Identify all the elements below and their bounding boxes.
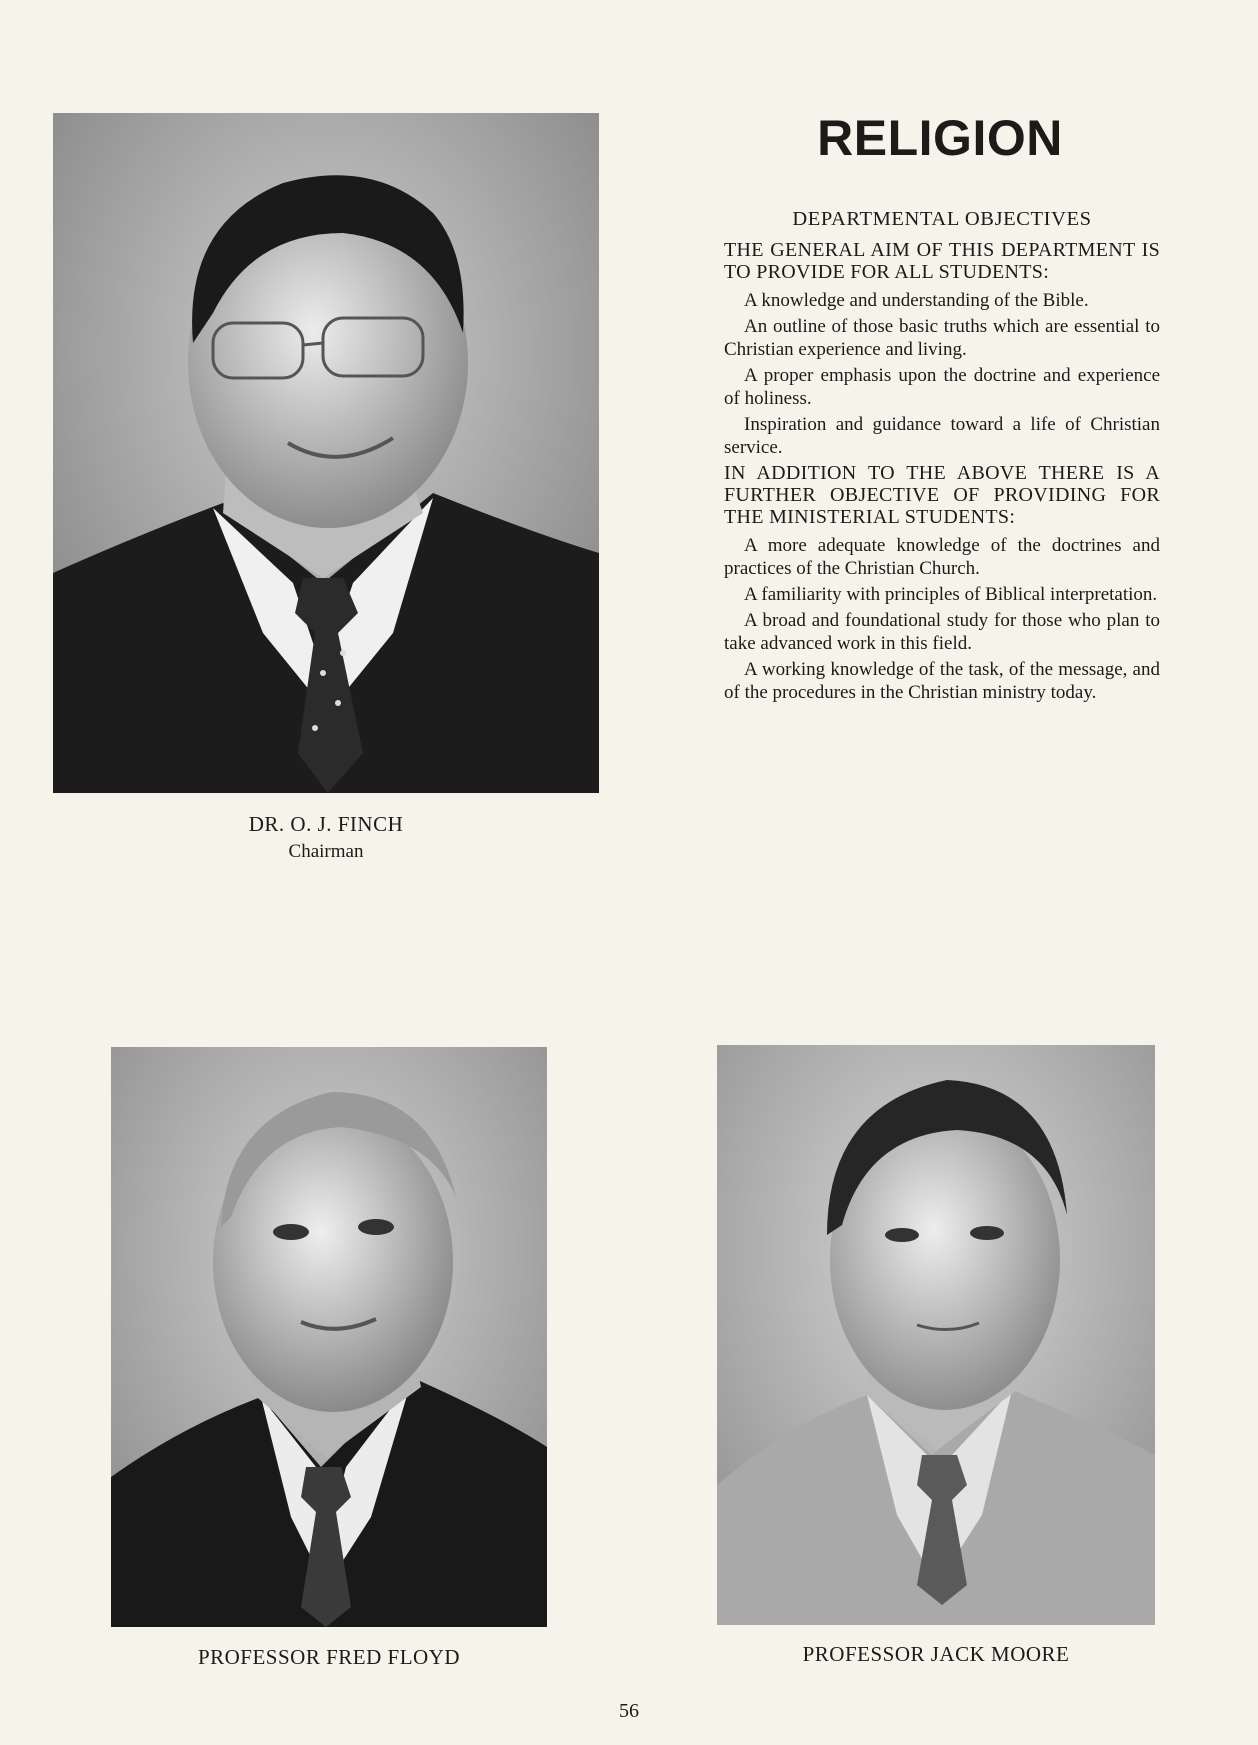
- page-title: RELIGION: [817, 110, 1063, 166]
- general-aim-text: THE GENERAL AIM OF THIS DEPARTMENT IS TO PROVIDE FOR ALL STUDENTS:: [724, 239, 1160, 283]
- faculty-name-floyd: PROFESSOR FRED FLOYD: [197, 1645, 461, 1669]
- caption-finch: [53, 812, 599, 863]
- portrait-floyd-image: [111, 1047, 547, 1627]
- portrait-photo-moore: [717, 1045, 1155, 1625]
- caption-floyd: [111, 1645, 547, 1670]
- faculty-name-finch: DR. O. J. FINCH: [248, 812, 404, 836]
- page-number: 56: [619, 1700, 639, 1722]
- objectives-section: [724, 208, 1160, 707]
- portrait-photo-floyd: [111, 1047, 547, 1627]
- general-objective-item: A proper emphasis upon the doctrine and experience of holiness.: [724, 365, 1160, 409]
- faculty-name-moore: PROFESSOR JACK MOORE: [802, 1642, 1070, 1666]
- ministerial-objective-item: A broad and foundational study for those who plan to take advanced work in this field.: [724, 610, 1160, 654]
- general-objective-item: A knowledge and understanding of the Bible.: [744, 290, 1089, 311]
- portrait-finch-image: [53, 113, 599, 793]
- general-objective-item: Inspiration and guidance toward a life of Christian service.: [724, 414, 1160, 458]
- ministerial-objective-item: A working knowledge of the task, of the message, and of the procedures in the Christian ministry today.: [724, 659, 1160, 703]
- caption-moore: [717, 1642, 1155, 1667]
- faculty-role-finch: Chairman: [288, 841, 364, 862]
- portrait-photo-finch: [53, 113, 599, 793]
- ministerial-objective-item: A more adequate knowledge of the doctrines and practices of the Christian Church.: [724, 535, 1160, 579]
- objectives-heading: DEPARTMENTAL OBJECTIVES: [792, 208, 1092, 230]
- portrait-moore-image: [717, 1045, 1155, 1625]
- ministerial-objective-item: A familiarity with principles of Biblical interpretation.: [744, 584, 1158, 605]
- general-objective-item: An outline of those basic truths which are essential to Christian experience and living.: [724, 316, 1160, 360]
- further-aim-text: IN ADDITION TO THE ABOVE THERE IS A FURTHER OBJECTIVE OF PROVIDING FOR THE MINISTERIAL STUDENTS:: [724, 462, 1160, 528]
